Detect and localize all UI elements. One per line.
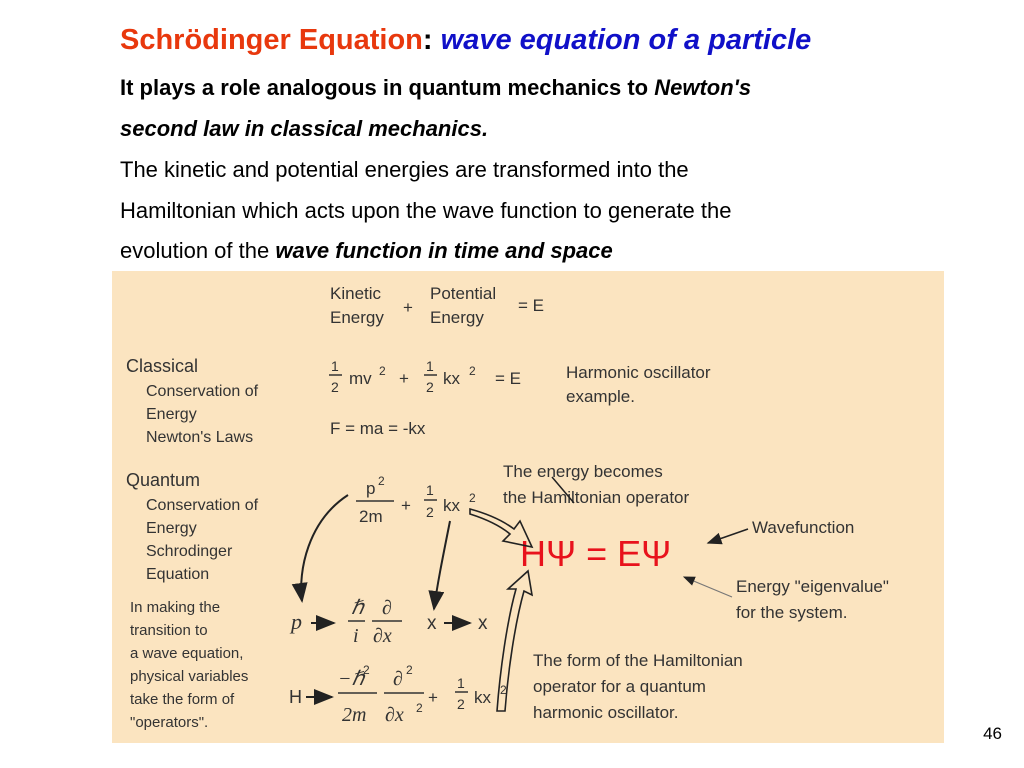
classical-force: F = ma = -kx [330,419,426,438]
schrodinger-equation: HΨ = EΨ [520,533,672,574]
quantum-plus: + [401,496,411,515]
quantum-heading: Quantum [126,470,201,490]
body-line-4: Hamiltonian which acts upon the wave function to generate the [120,198,732,223]
eigen-pointer [684,577,732,597]
classical-half-den-2: 2 [426,379,434,395]
p-curve-arrow [301,495,348,601]
body-line-5-bold: wave function in time and space [275,238,613,263]
title-main: Schrödinger Equation [120,24,423,56]
operator-minus-hbar: −ℏ [338,668,365,690]
page-number: 46 [983,724,1002,743]
form-note-2: operator for a quantum [533,677,706,696]
harmonic-note-1: Harmonic oscillator [566,363,711,382]
quantum-item-1: Conservation of [146,497,259,514]
operator-h: H [289,687,302,707]
quantum-kx-sq: 2 [469,491,476,505]
transition-note-6: "operators". [130,714,209,731]
operator-2m: 2m [342,704,367,726]
classical-half-num: 1 [331,358,339,374]
figure-canvas [112,271,944,743]
classical-mv: mv [349,369,372,388]
operator-i: i [353,625,359,647]
operator-partial-2: ∂ [393,668,403,690]
form-note-1: The form of the Hamiltonian [533,651,743,670]
energy-note-1: The energy becomes [503,462,663,481]
operator-hbar: ℏ [351,597,364,619]
harmonic-note-2: example. [566,387,635,406]
classical-kx-sq: 2 [469,364,476,378]
body-line-3: The kinetic and potential energies are transformed into the [120,157,689,182]
operator-x-right: x [478,613,488,634]
kinetic-label-1: Kinetic [330,284,382,303]
body-line-1-italic: Newton's [654,75,752,100]
classical-mv-sq: 2 [379,364,386,378]
potential-label-1: Potential [430,284,497,303]
operator-dx: ∂x [373,625,392,647]
title-subtitle: wave equation of a particle [440,24,812,56]
body-line-1-text: It plays a role analogous in quantum mechanics to [120,75,655,100]
quantum-item-2: Energy [146,520,197,537]
body-line-2: second law in classical mechanics. [120,116,489,141]
operator-p: p [291,609,302,634]
eigen-label-1: Energy "eigenvalue" [736,577,889,596]
transition-note-4: physical variables [130,668,249,685]
transition-note-3: a wave equation, [130,645,244,662]
hamiltonian-figure [112,271,944,743]
eigen-label-2: for the system. [736,603,848,622]
operator-kx: kx [474,688,491,707]
classical-kx: kx [443,369,460,388]
x-curve-arrow [434,521,450,609]
classical-heading: Classical [126,356,199,376]
slide-title [120,24,811,57]
quantum-p: p [366,479,376,498]
form-note-3: harmonic oscillator. [533,703,679,722]
quantum-item-4: Equation [146,566,210,583]
transition-note-2: transition to [130,622,208,639]
quantum-item-3: Schrodinger [146,543,233,560]
classical-item-3: Newton's Laws [146,429,254,446]
operator-hbar-sq: 2 [363,663,370,677]
operator-dx-sq: 2 [416,701,423,715]
operator-x-left: x [427,613,437,634]
classical-half-den: 2 [331,379,339,395]
potential-label-2: Energy [430,308,484,327]
operator-kx-sq: 2 [500,683,507,697]
quantum-kx: kx [443,496,460,515]
transition-note-5: take the form of [130,691,235,708]
kinetic-label-2: Energy [330,308,384,327]
operator-half-den: 2 [457,696,465,712]
operator-plus: + [428,688,438,707]
classical-item-1: Conservation of [146,383,259,400]
operator-dx-2: ∂x [385,704,404,726]
energy-note-2: the Hamiltonian operator [503,488,690,507]
header-plus: + [403,298,413,317]
header-equals-e: = E [518,296,544,315]
quantum-p-sq: 2 [378,474,385,488]
operator-partial-sq: 2 [406,663,413,677]
title-colon: : [422,24,433,56]
wavefunction-pointer [708,529,748,543]
operator-partial: ∂ [382,597,392,619]
classical-half-num-2: 1 [426,358,434,374]
classical-equals-e: = E [495,369,521,388]
transition-note-1: In making the [130,599,221,616]
classical-item-2: Energy [146,406,197,423]
quantum-half-num: 1 [426,482,434,498]
body-line-1 [120,75,751,101]
body-line-5 [120,238,613,264]
operator-half-num: 1 [457,675,465,691]
body-line-5-text: evolution of the [120,238,276,263]
wavefunction-label: Wavefunction [752,518,855,537]
classical-plus: + [399,369,409,388]
quantum-half-den: 2 [426,504,434,520]
quantum-2m: 2m [359,507,383,526]
